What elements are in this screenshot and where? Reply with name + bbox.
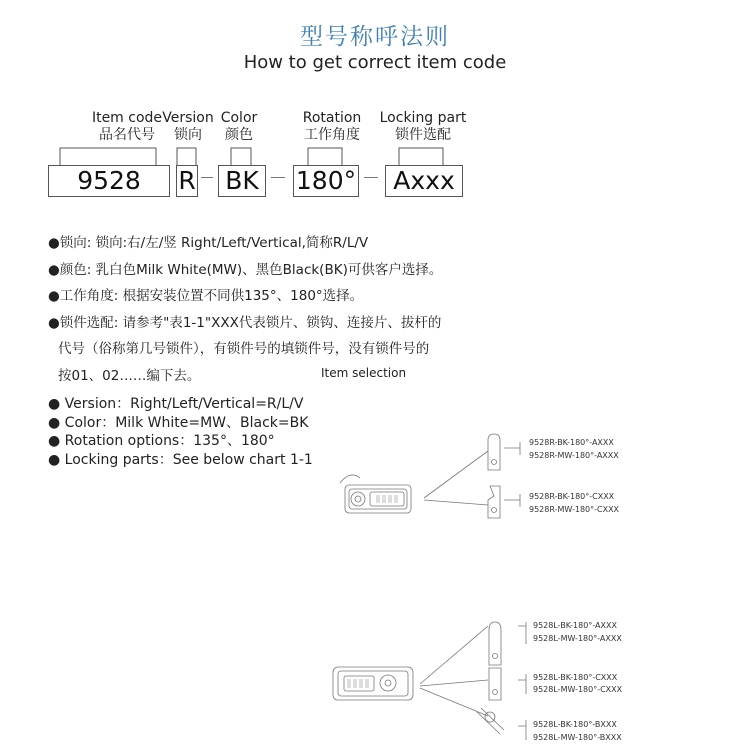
cn-note: ●锁向: 锁向:右/左/竖 Right/Left/Vertical,简称R/L/V — [48, 235, 369, 251]
code-box-item-code: 9528 — [48, 165, 170, 197]
en-note: ● Color：Milk White=MW、Black=BK — [48, 414, 309, 431]
code-box-locking-part: Axxx — [385, 165, 463, 197]
code-box-version: R — [176, 165, 198, 197]
en-note: ● Rotation options：135°、180° — [48, 433, 275, 449]
segment-label-cn: 品名代号 — [99, 127, 155, 143]
part-code: 9528L-BK-180°-AXXX — [533, 621, 617, 630]
part-code: 9528L-BK-180°-CXXX — [533, 673, 618, 682]
segment-label-en: Rotation — [302, 110, 362, 126]
en-note: ● Version：Right/Left/Vertical=R/L/V — [48, 396, 304, 412]
cn-note: ●颜色: 乳白色Milk White(MW)、黑色Black(BK)可供客户选择。 — [48, 261, 443, 278]
segment-label-en: Item code — [91, 110, 163, 126]
part-code: 9528L-BK-180°-BXXX — [533, 720, 617, 729]
segment-label-cn: 锁件选配 — [395, 127, 451, 143]
segment-label-cn: 颜色 — [225, 127, 253, 143]
cn-note: 代号（俗称第几号锁件），有锁件号的填锁件号，没有锁件号的 — [58, 341, 430, 357]
part-code: 9528L-MW-180°-BXXX — [533, 733, 622, 742]
code-dash — [201, 177, 213, 178]
segment-label-cn: 工作角度 — [304, 127, 360, 143]
cn-note: 按01、02……编下去。 — [58, 367, 201, 384]
page-title-en: How to get correct item code — [243, 52, 507, 73]
segment-label-en: Locking part — [379, 110, 467, 126]
cn-note: ●工作角度: 根据安装位置不同供135°、180°选择。 — [48, 288, 364, 304]
code-dash — [271, 177, 285, 178]
part-code: 9528R-BK-180°-CXXX — [529, 492, 615, 501]
en-notes — [48, 395, 313, 469]
en-note: ● Locking parts：See below chart 1-1 — [48, 451, 313, 468]
cn-note: ●锁件选配: 请参考"表1-1"XXX代表锁片、锁钩、连接片、拔杆的 — [48, 314, 442, 331]
part-code: 9528R-BK-180°-AXXX — [529, 438, 614, 447]
part-code: 9528R-MW-180°-AXXX — [529, 451, 619, 460]
code-box-rotation: 180° — [293, 165, 359, 197]
part-code: 9528L-MW-180°-CXXX — [533, 685, 623, 694]
segment-label-cn: 锁向 — [174, 127, 202, 143]
code-dash — [364, 177, 378, 178]
page-title-cn: 型号称呼法则 — [300, 24, 450, 50]
segment-label-en: Color — [220, 110, 258, 126]
part-code: 9528L-MW-180°-AXXX — [533, 634, 622, 643]
segment-label-en: Version — [162, 110, 214, 126]
code-box-color: BK — [218, 165, 266, 197]
part-code: 9528R-MW-180°-CXXX — [529, 505, 620, 514]
item-selection-label: Item selection — [321, 366, 407, 380]
